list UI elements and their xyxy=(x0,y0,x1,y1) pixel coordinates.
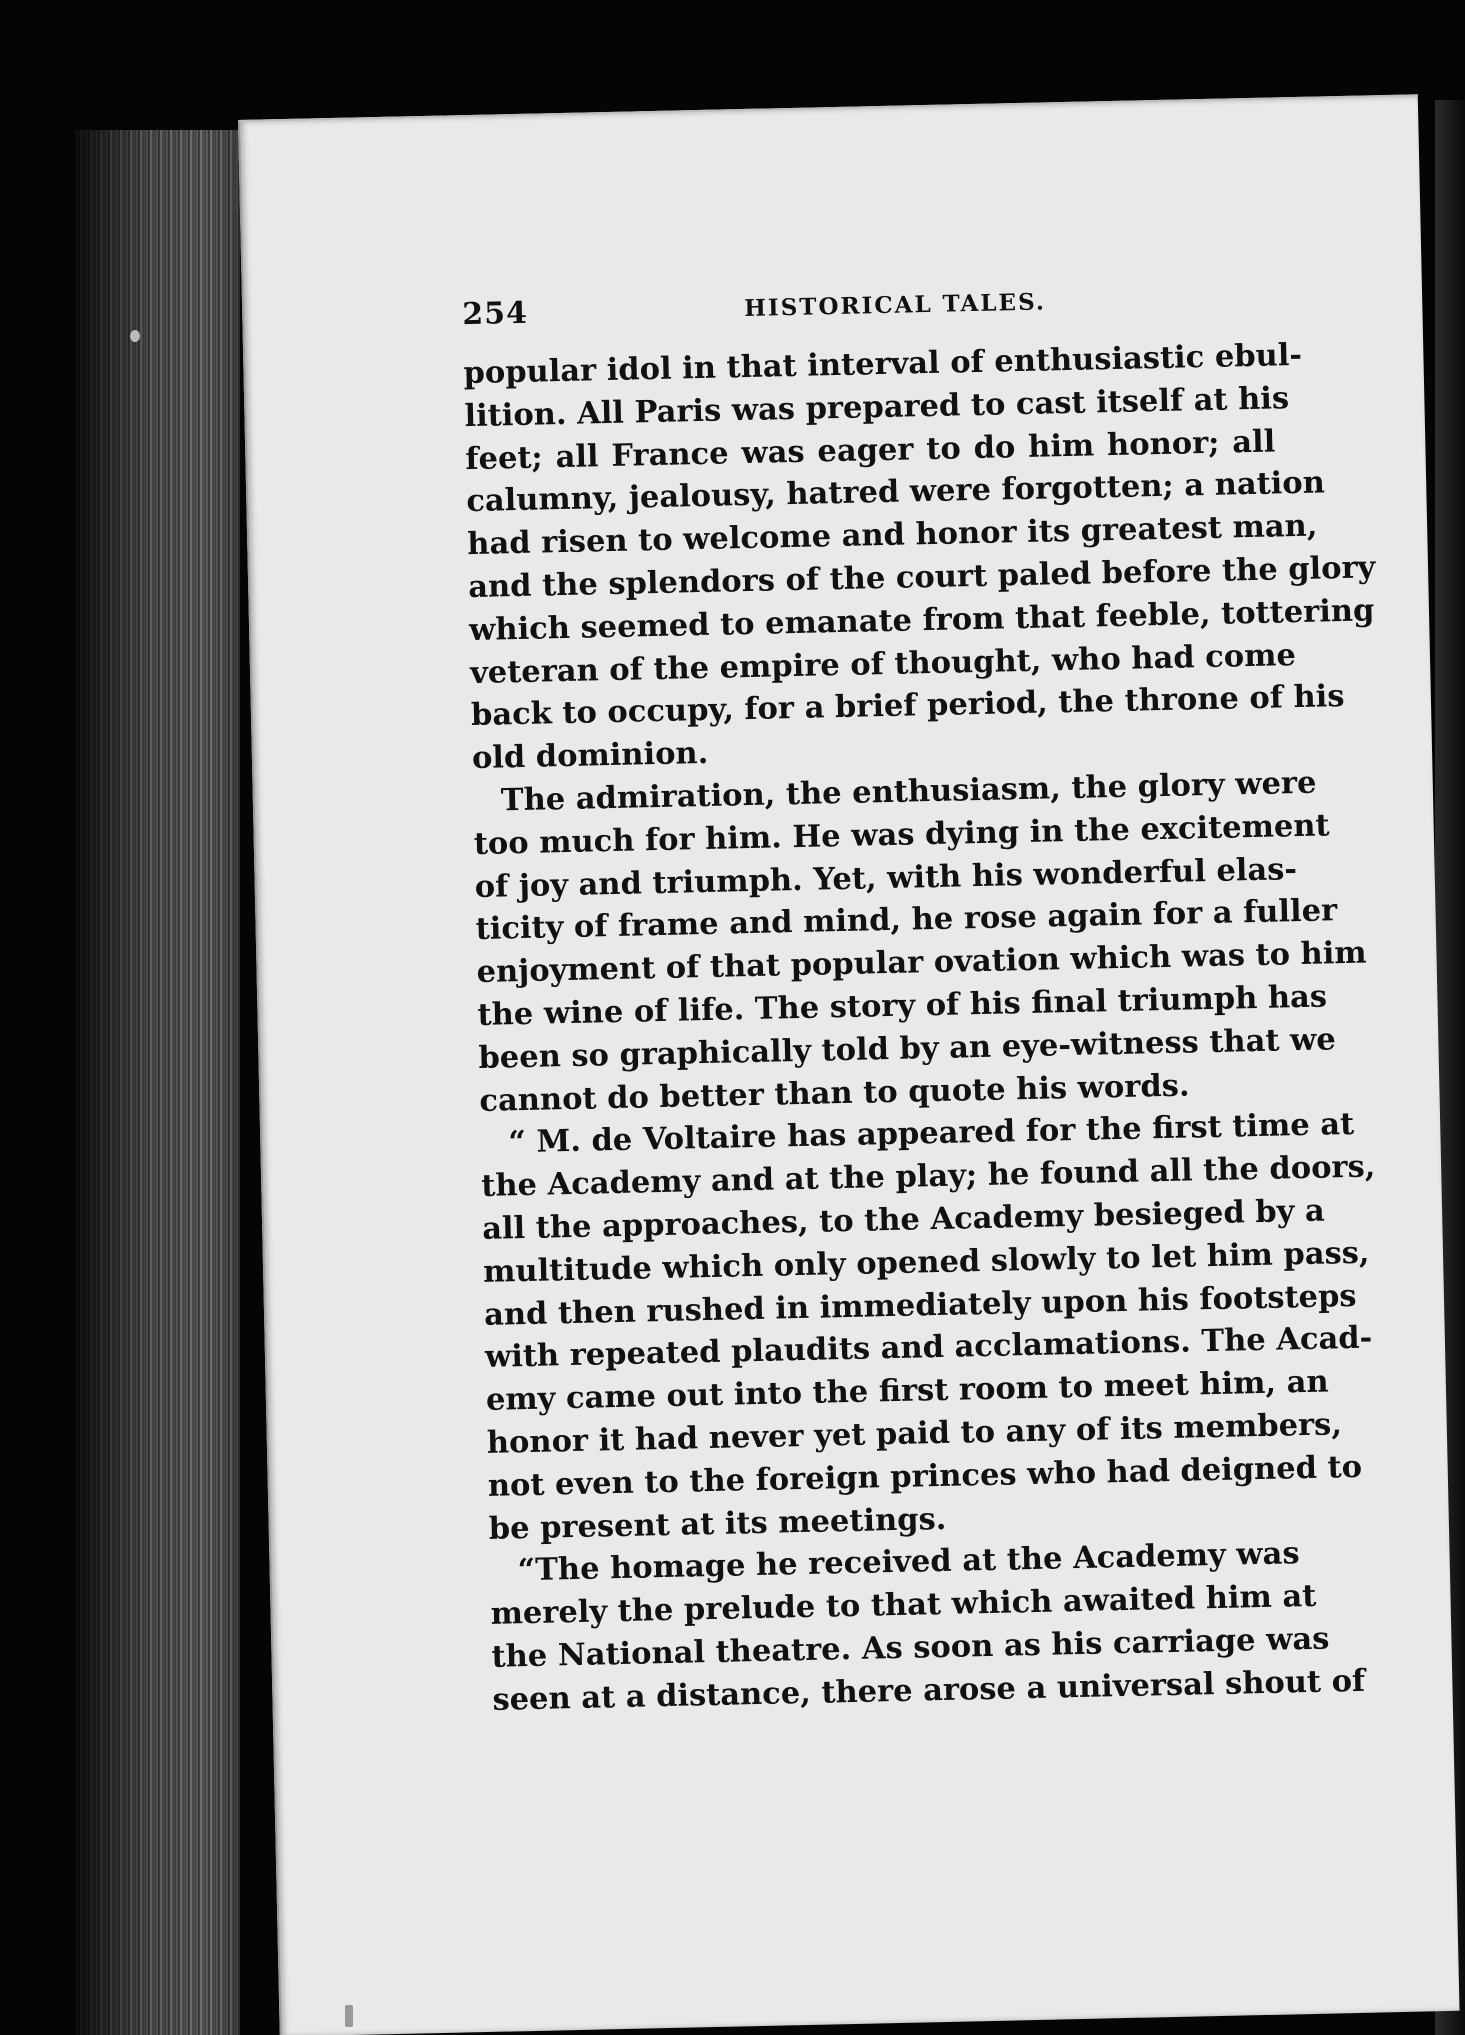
text-line: enjoyment of that popular ovation which was to him xyxy=(476,934,1368,991)
text-line: ticity of frame and mind, he rose again for a fuller xyxy=(475,892,1338,948)
text-line: too much for him. He was dying in the excitement xyxy=(473,807,1330,862)
text-line: all the approaches, to the Academy besieged by a xyxy=(481,1192,1326,1247)
text-line: the National theatre. As soon as his carriage was xyxy=(491,1620,1330,1675)
book-page xyxy=(238,94,1460,2035)
text-line: be present at its meetings. xyxy=(488,1500,947,1547)
page-number: 254 xyxy=(461,295,529,333)
text-line: of joy and triumph. Yet, with his wonderful elas- xyxy=(474,850,1298,905)
dust-speck xyxy=(130,330,140,342)
running-head: HISTORICAL TALES. xyxy=(743,288,1047,322)
text-line: old dominion. xyxy=(471,735,709,777)
text-line: the wine of life. The story of his final triumph has xyxy=(477,978,1328,1033)
text-line: been so graphically told by an eye-witness that we xyxy=(478,1021,1337,1076)
book-spine-shadow xyxy=(75,130,240,2035)
text-line: had risen to welcome and honor its greatest man, xyxy=(466,507,1318,563)
text-line: and the splendors of the court paled before the glory xyxy=(467,549,1376,606)
text-line: multitude which only opened slowly to let him pass, xyxy=(482,1234,1370,1290)
text-line: lition. All Paris was prepared to cast itself at his xyxy=(464,379,1290,434)
text-line: popular idol in that interval of enthusiastic ebul- xyxy=(463,336,1303,392)
text-line: merely the prelude to that which awaited him at xyxy=(490,1577,1317,1632)
text-line: back to occupy, for a brief period, the throne of his xyxy=(470,678,1345,734)
text-line: the Academy and at the play; he found all the doors, xyxy=(480,1148,1376,1205)
text-line: veteran of the empire of thought, who had come xyxy=(469,636,1297,691)
text-line: which seemed to emanate from that feeble, tottering xyxy=(468,592,1375,648)
text-line: and then rushed in immediately upon his footsteps xyxy=(483,1277,1357,1333)
text-line: “ M. de Voltaire has appeared for the first time at xyxy=(507,1106,1355,1161)
page-header xyxy=(462,280,1263,337)
text-line: “The homage he received at the Academy was xyxy=(517,1535,1300,1589)
body-text xyxy=(463,334,1376,1721)
text-line: cannot do better than to quote his words. xyxy=(479,1067,1190,1119)
text-line: with repeated plaudits and acclamations. The Acad- xyxy=(484,1319,1373,1376)
text-line: honor it had never yet paid to any of its members, xyxy=(486,1406,1343,1461)
text-line: The admiration, the enthusiasm, the glory were xyxy=(500,764,1317,819)
text-line: feet; all France was eager to do him honor; all xyxy=(465,423,1276,477)
text-line: calumny, jealousy, hatred were forgotten; a nation xyxy=(465,464,1326,520)
text-line: emy came out into the first room to meet him, an xyxy=(485,1363,1329,1419)
dust-speck xyxy=(345,2005,353,2027)
text-line: not even to the foreign princes who had deigned to xyxy=(487,1448,1363,1504)
text-line: seen at a distance, there arose a universal shout of xyxy=(492,1662,1366,1718)
